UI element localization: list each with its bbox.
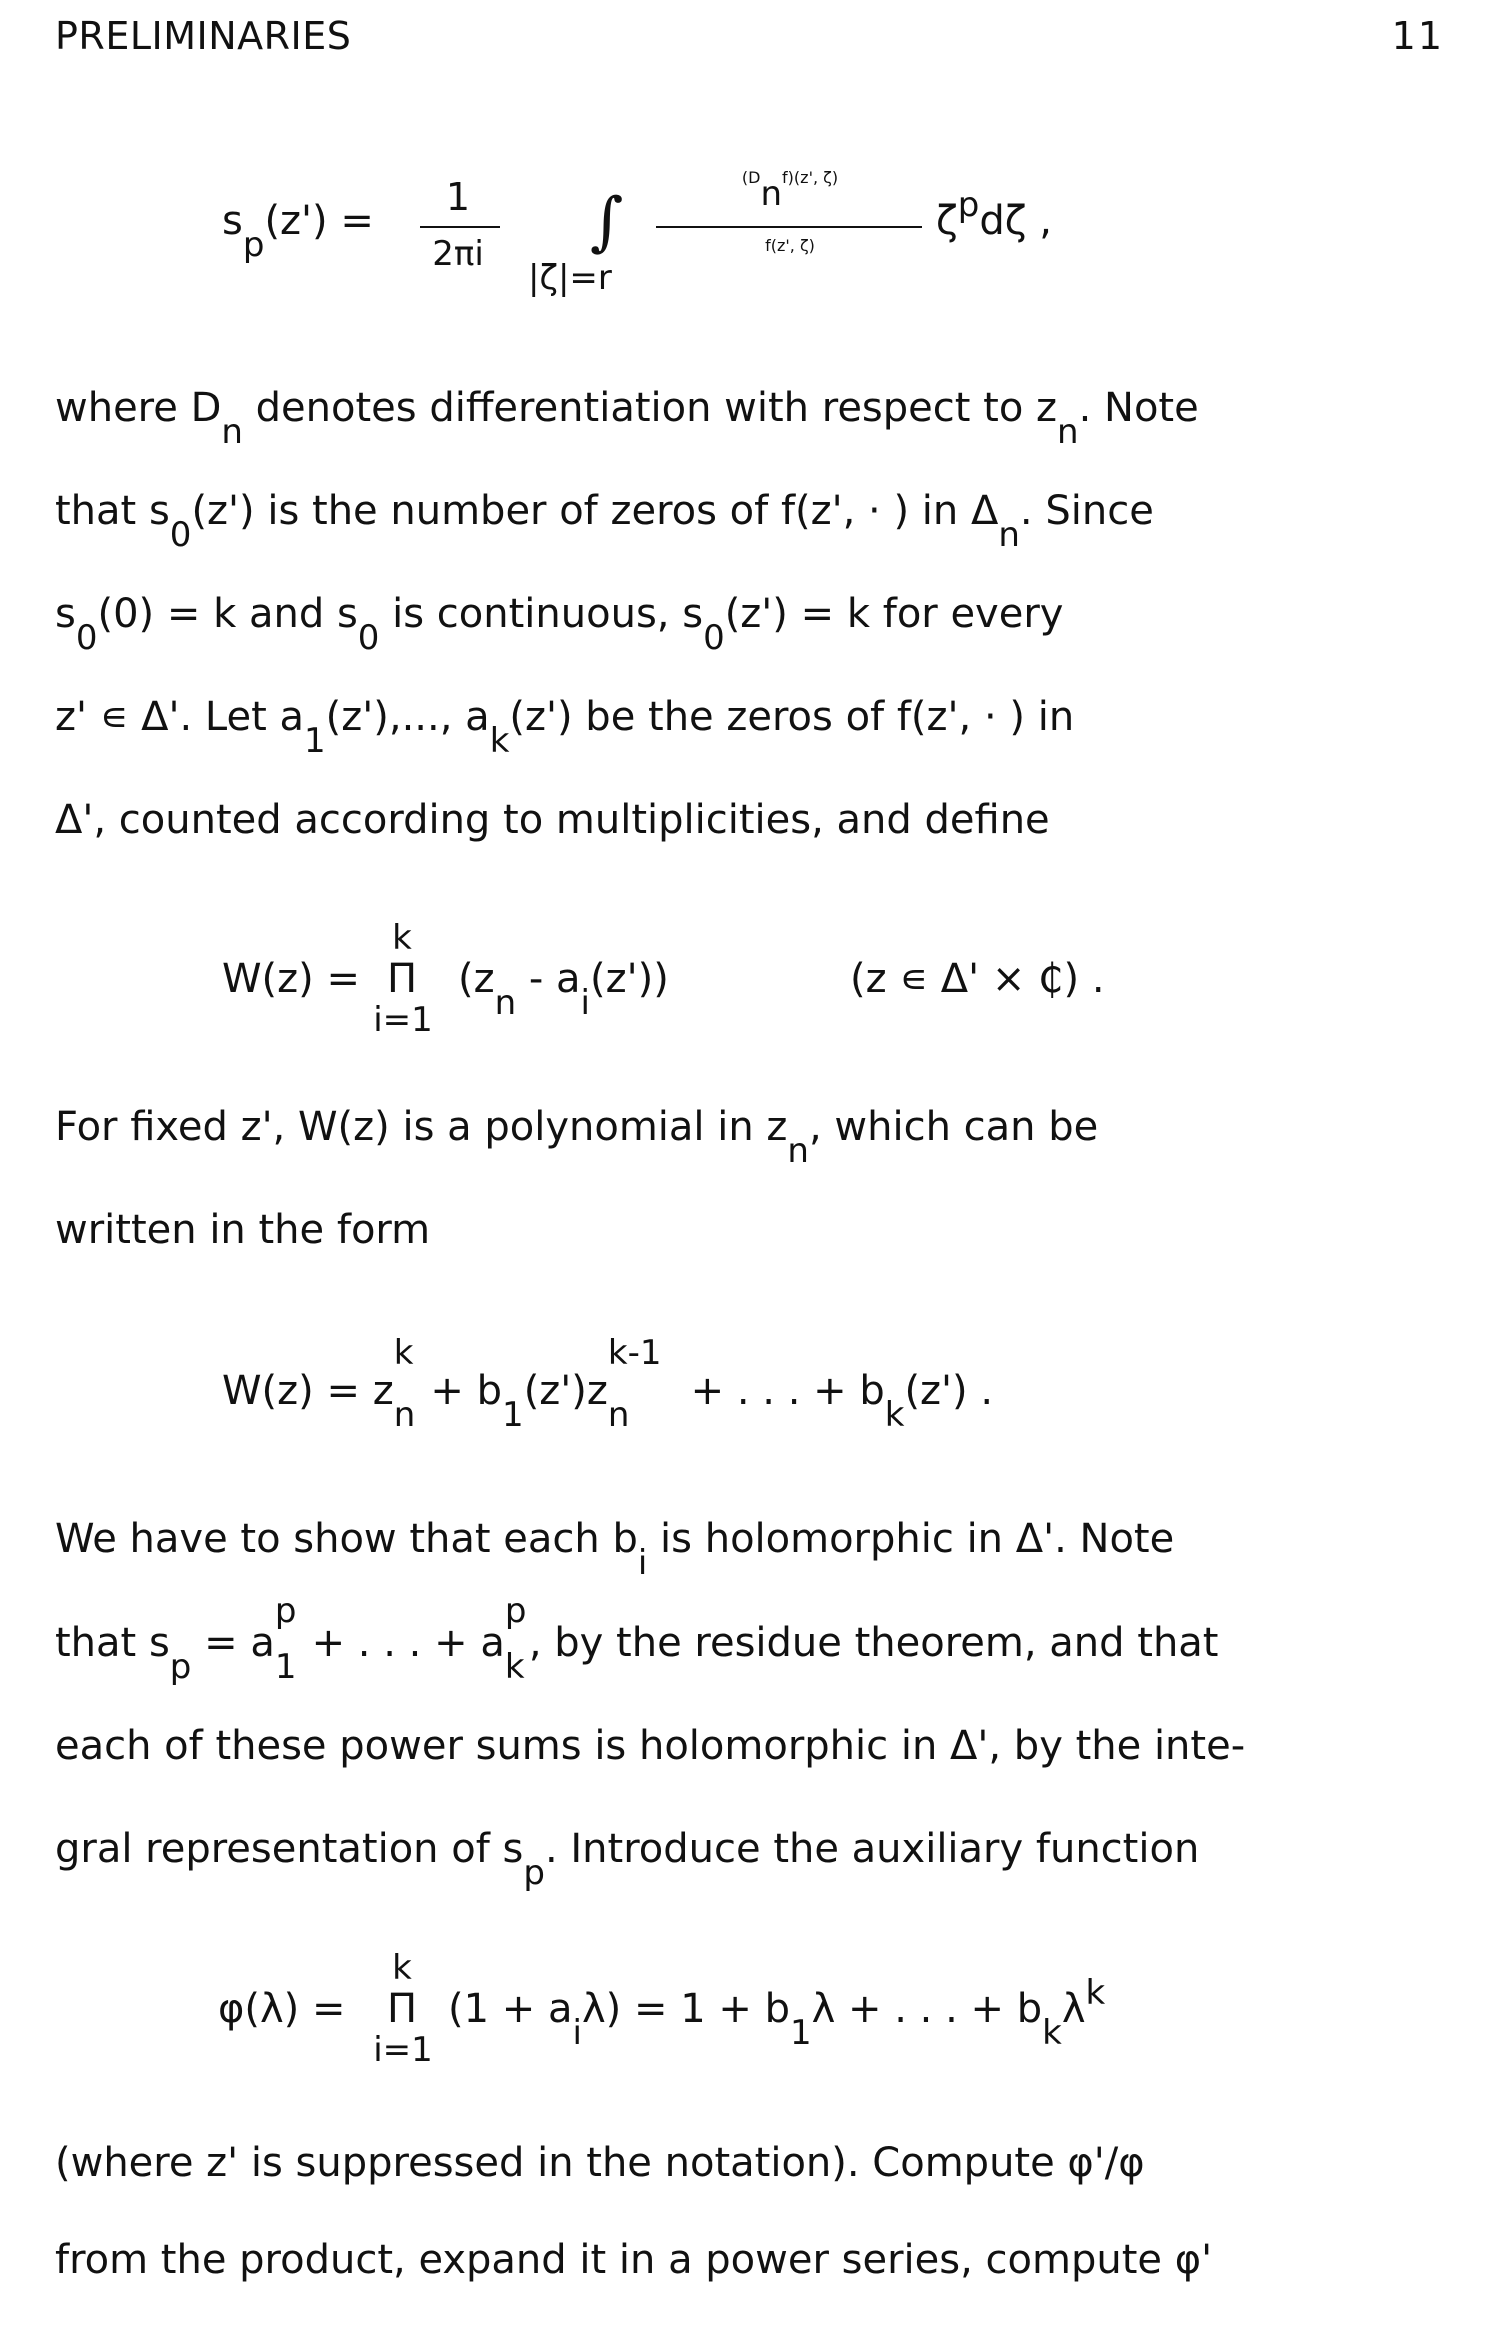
eq-w-asub: n <box>494 983 517 1023</box>
p2-l1sub: n <box>787 1131 809 1171</box>
p3-l1b: is holomorphic in Δ'. Note <box>647 1516 1175 1562</box>
eq-sp-lhs-arg: (z') = <box>264 198 374 244</box>
p1-l3a: s <box>55 591 76 637</box>
eq-sp-frac1-num: 1 <box>445 175 471 219</box>
p1-l4a: z' ∊ Δ'. Let a <box>55 694 305 740</box>
eq-sp-num-sub: n <box>760 174 783 214</box>
eq-w2-csup: k-1 <box>607 1333 662 1373</box>
eq-w2-dsub: k <box>884 1395 905 1435</box>
p1-l3sub2: 0 <box>357 618 380 658</box>
p1-l1sub: n <box>221 412 243 452</box>
p3-l4b: . Introduce the auxiliary function <box>544 1826 1200 1872</box>
eq-sp-frac1-bar <box>420 226 500 228</box>
p1-l4sub: 1 <box>304 721 326 761</box>
p3-l4sub: p <box>523 1853 545 1893</box>
eq-sp-lhs: s <box>222 198 243 244</box>
p3-l2b: = a <box>191 1620 275 1666</box>
p1-l3b: (0) = k and s <box>97 591 358 637</box>
eq-sp-lhs-sub: p <box>242 225 265 265</box>
p3-l4a: gral representation of s <box>55 1826 524 1872</box>
eq-phi-pi-top: k <box>392 1948 412 1988</box>
p1-l4sub2: k <box>489 721 510 761</box>
eq-phi-asub: i <box>572 2013 582 2053</box>
eq-phi-pi-bottom: i=1 <box>373 2030 433 2070</box>
eq-phi-d: λ <box>1061 1986 1086 2032</box>
eq-sp-num-b: f)(z', ζ) <box>782 168 839 187</box>
eq-phi-c: λ + . . . + b <box>811 1986 1043 2032</box>
p3-l2sub3: k <box>504 1647 525 1687</box>
eq-w2-a: W(z) = z <box>222 1368 394 1414</box>
eq-w2-c: (z')z <box>523 1368 608 1414</box>
p1-l3c: is continuous, s <box>379 591 704 637</box>
p3-l2sup2: p <box>274 1591 297 1631</box>
eq-sp-zeta-sup: p <box>957 185 980 225</box>
eq-phi-bsub: 1 <box>789 2013 812 2053</box>
p1-l2a: that s <box>55 488 170 534</box>
eq-phi-pi: Π <box>386 1986 418 2032</box>
eq-w2-asub: n <box>393 1395 416 1435</box>
p3-l1sub: i <box>637 1543 648 1583</box>
eq-w-domain: (z ∊ Δ' × ₵) . <box>850 956 1105 1002</box>
eq-sp-zeta: ζ <box>936 198 958 244</box>
eq-w2-d: + . . . + b <box>677 1368 885 1414</box>
eq-w-lhs: W(z) = <box>222 956 360 1002</box>
eq-phi-a: (1 + a <box>448 1986 573 2032</box>
p1-l1a: where D <box>55 385 222 431</box>
eq-phi-lhs: φ(λ) = <box>218 1986 346 2032</box>
eq-sp-frac1-den: 2πi <box>432 234 484 274</box>
eq-w-b: - a <box>516 956 581 1002</box>
eq-w2-asup: k <box>393 1333 414 1373</box>
eq-sp-dzeta: dζ , <box>979 198 1052 244</box>
eq-w-pi-top: k <box>392 918 412 958</box>
p1-l2sub: 0 <box>169 515 192 555</box>
p4-l1: (where z' is suppressed in the notation). Compute φ'/φ <box>55 2140 1145 2186</box>
eq-phi-csub: k <box>1042 2013 1062 2053</box>
p3-l3: each of these power sums is holomorphic in Δ', by the inte- <box>55 1723 1246 1769</box>
p1-l3d: (z') = k for every <box>724 591 1064 637</box>
eq-w2-e: (z') . <box>904 1368 994 1414</box>
p3-l2sub2: 1 <box>274 1647 297 1687</box>
p4-l2: from the product, expand it in a power series, compute φ' <box>55 2237 1213 2283</box>
p1-l5: Δ', counted according to multiplicities, and define <box>55 797 1050 843</box>
p3-l2a: that s <box>55 1620 170 1666</box>
p2-l1a: For fixed z', W(z) is a polynomial in z <box>55 1104 788 1150</box>
p1-l1b: denotes differentiation with respect to z <box>242 385 1058 431</box>
p3-l2d: , by the residue theorem, and that <box>528 1620 1219 1666</box>
p2-l2: written in the form <box>55 1207 431 1253</box>
p1-l4c: (z') be the zeros of f(z', · ) in <box>509 694 1075 740</box>
p3-l2sup3: p <box>504 1591 527 1631</box>
integral-limit: |ζ|=r <box>528 258 612 298</box>
eq-w-bsub: i <box>580 983 590 1023</box>
p3-l1a: We have to show that each b <box>55 1516 638 1562</box>
p1-l2sub2: n <box>998 515 1020 555</box>
p1-l2c: . Since <box>1019 488 1154 534</box>
p1-l1sub2: n <box>1057 412 1079 452</box>
eq-phi-dsup: k <box>1085 1973 1106 2013</box>
eq-w2-b: + b <box>417 1368 503 1414</box>
running-head: PRELIMINARIES <box>55 14 352 58</box>
p1-l3sub3: 0 <box>703 618 725 658</box>
p1-l1c: . Note <box>1078 385 1199 431</box>
eq-w-pi: Π <box>386 956 418 1002</box>
integral-sign: ∫ <box>590 185 624 259</box>
p1-l2b: (z') is the number of zeros of f(z', · ) in Δ <box>191 488 999 534</box>
eq-sp-main-bar <box>656 226 922 228</box>
p2-l1b: , which can be <box>808 1104 1099 1150</box>
eq-w2-bsub: 1 <box>502 1395 524 1435</box>
eq-w-c: (z')) <box>590 956 669 1002</box>
page-number: 11 <box>1391 14 1444 58</box>
eq-sp-den: f(z', ζ) <box>765 236 815 255</box>
eq-w-a: (z <box>458 956 495 1002</box>
eq-sp-num-a: (D <box>741 168 761 187</box>
p3-l2c: + . . . + a <box>298 1620 505 1666</box>
eq-w-pi-bottom: i=1 <box>373 1000 433 1040</box>
p3-l2sub: p <box>169 1647 192 1687</box>
p1-l3sub: 0 <box>75 618 98 658</box>
p1-l4b: (z'),..., a <box>325 694 490 740</box>
eq-phi-b: λ) = 1 + b <box>581 1986 790 2032</box>
eq-w2-csub: n <box>607 1395 630 1435</box>
